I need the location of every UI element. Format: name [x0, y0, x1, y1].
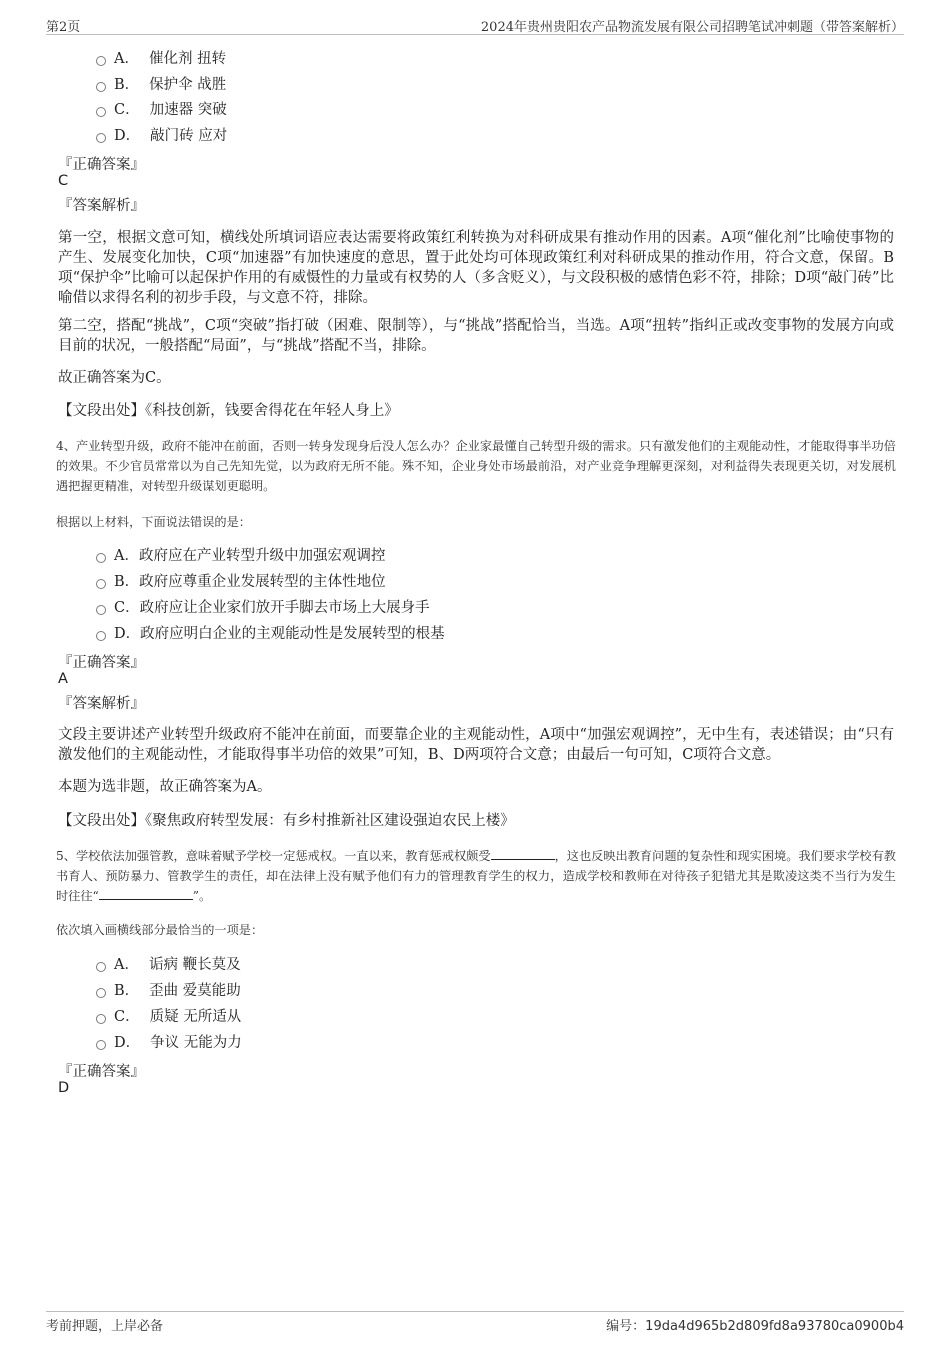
q3-option-c[interactable]: C． 加速器 突破: [96, 99, 227, 121]
q4-option-d[interactable]: D．政府应明白企业的主观能动性是发展转型的根基: [96, 623, 445, 645]
q3-answer-label: 『正确答案』: [58, 157, 145, 173]
q4-option-b[interactable]: B．政府应尊重企业发展转型的主体性地位: [96, 571, 386, 593]
q5-option-d[interactable]: D． 争议 无能为力: [96, 1032, 242, 1054]
q4-option-a[interactable]: A．政府应在产业转型升级中加强宏观调控: [96, 545, 385, 567]
footer-slogan: 考前押题，上岸必备: [46, 1319, 164, 1334]
document-title: 2024年贵州贵阳农产品物流发展有限公司招聘笔试冲刺题（带答案解析）: [480, 20, 904, 35]
radio-button[interactable]: [96, 82, 106, 92]
q4-option-c[interactable]: C．政府应让企业家们放开手脚去市场上大展身手: [96, 597, 430, 619]
q5-answer-label: 『正确答案』: [58, 1064, 145, 1080]
page-header: [46, 14, 904, 35]
q4-analysis-label: 『答案解析』: [58, 696, 145, 712]
radio-button[interactable]: [96, 631, 106, 641]
q4-analysis-p1: 文段主要讲述产业转型升级政府不能冲在前面，而要靠企业的主观能动性，A项中“加强宏观调控”，无中生有，表述错误；由“只有激发他们的主观能动性，才能取得事半功倍的效果”可知，B、D两项符合文意；由最后一句可知，C项符合文意。: [58, 727, 894, 763]
document-code: 编号：19da4d965b2d809fd8a93780ca0900b4: [606, 1319, 904, 1334]
radio-button[interactable]: [96, 579, 106, 589]
fill-blank-2[interactable]: [99, 887, 193, 900]
q3-option-b[interactable]: B． 保护伞 战胜: [96, 74, 226, 96]
q3-source: 【文段出处】《科技创新，钱要舍得花在年轻人身上》: [58, 403, 399, 419]
page-footer: [46, 1311, 904, 1338]
radio-button[interactable]: [96, 133, 106, 143]
q5-question: 依次填入画横线部分最恰当的一项是：: [56, 923, 264, 937]
q3-option-d[interactable]: D． 敲门砖 应对: [96, 125, 227, 147]
q4-analysis-p2: 本题为选非题，故正确答案为A。: [58, 779, 272, 795]
q4-answer: A: [58, 671, 68, 687]
page-number: 第2页: [46, 20, 81, 35]
q5-stem: 5、学校依法加强管教，意味着赋予学校一定惩戒权。一直以来，教育惩戒权颇受 ，这也反映出教育问题的复杂性和现实困境。我们要求学校有教书育人、预防暴力、管教学生的责任，却在法律上没有赋予他们有力的管理教育学生的权力，造成学校和教师在对待孩子犯错尤其是欺凌这类不当行为发生时往往“ ”。: [56, 849, 896, 903]
q4-source: 【文段出处】《聚焦政府转型发展：有乡村推新社区建设强迫农民上楼》: [58, 813, 515, 829]
radio-button[interactable]: [96, 988, 106, 998]
radio-button[interactable]: [96, 56, 106, 66]
q3-analysis-p1: 第一空，根据文意可知，横线处所填词语应表达需要将政策红利转换为对科研成果有推动作用的因素。A项“催化剂”比喻使事物的产生、发展变化加快，C项“加速器”有加快速度的意思，置于此处均可体现政策红利对科研成果的推动作用，符合文意，保留。B项“保护伞”比喻可以起保护作用的有威慑性的力量或有权势的人（多含贬义），与文段积极的感情色彩不符，排除；D项“敲门砖”比喻借以求得名利的初步手段，与文意不符，排除。: [58, 230, 894, 306]
q3-analysis-label: 『答案解析』: [58, 198, 145, 214]
q4-answer-label: 『正确答案』: [58, 655, 145, 671]
q3-option-a[interactable]: A． 催化剂 扭转: [96, 48, 226, 70]
q3-answer: C: [58, 173, 69, 189]
q5-answer: D: [58, 1080, 70, 1096]
radio-button[interactable]: [96, 1014, 106, 1024]
q5-option-c[interactable]: C． 质疑 无所适从: [96, 1006, 241, 1028]
fill-blank-1[interactable]: [491, 847, 555, 860]
radio-button[interactable]: [96, 605, 106, 615]
q5-option-a[interactable]: A． 诟病 鞭长莫及: [96, 954, 241, 976]
radio-button[interactable]: [96, 1040, 106, 1050]
q4-stem: 4、产业转型升级，政府不能冲在前面，否则一转身发现身后没人怎么办？企业家最懂自己转型升级的需求。只有激发他们的主观能动性，才能取得事半功倍的效果。不少官员常常以为自己先知先觉，以为政府无所不能。殊不知，企业身处市场最前沿，对产业竞争理解更深刻，对利益得失表现更关切，对发展机遇把握更精准，对转型升级谋划更聪明。: [56, 439, 896, 493]
q3-analysis-p3: 故正确答案为C。: [58, 370, 171, 386]
radio-button[interactable]: [96, 962, 106, 972]
radio-button[interactable]: [96, 553, 106, 563]
q5-option-b[interactable]: B． 歪曲 爱莫能助: [96, 980, 241, 1002]
radio-button[interactable]: [96, 107, 106, 117]
q3-analysis-p2: 第二空，搭配“挑战”，C项“突破”指打破（困难、限制等），与“挑战”搭配恰当，当选。A项“扭转”指纠正或改变事物的发展方向或目前的状况，一般搭配“局面”，与“挑战”搭配不当，排除。: [58, 318, 894, 354]
q4-question: 根据以上材料，下面说法错误的是：: [56, 515, 251, 529]
